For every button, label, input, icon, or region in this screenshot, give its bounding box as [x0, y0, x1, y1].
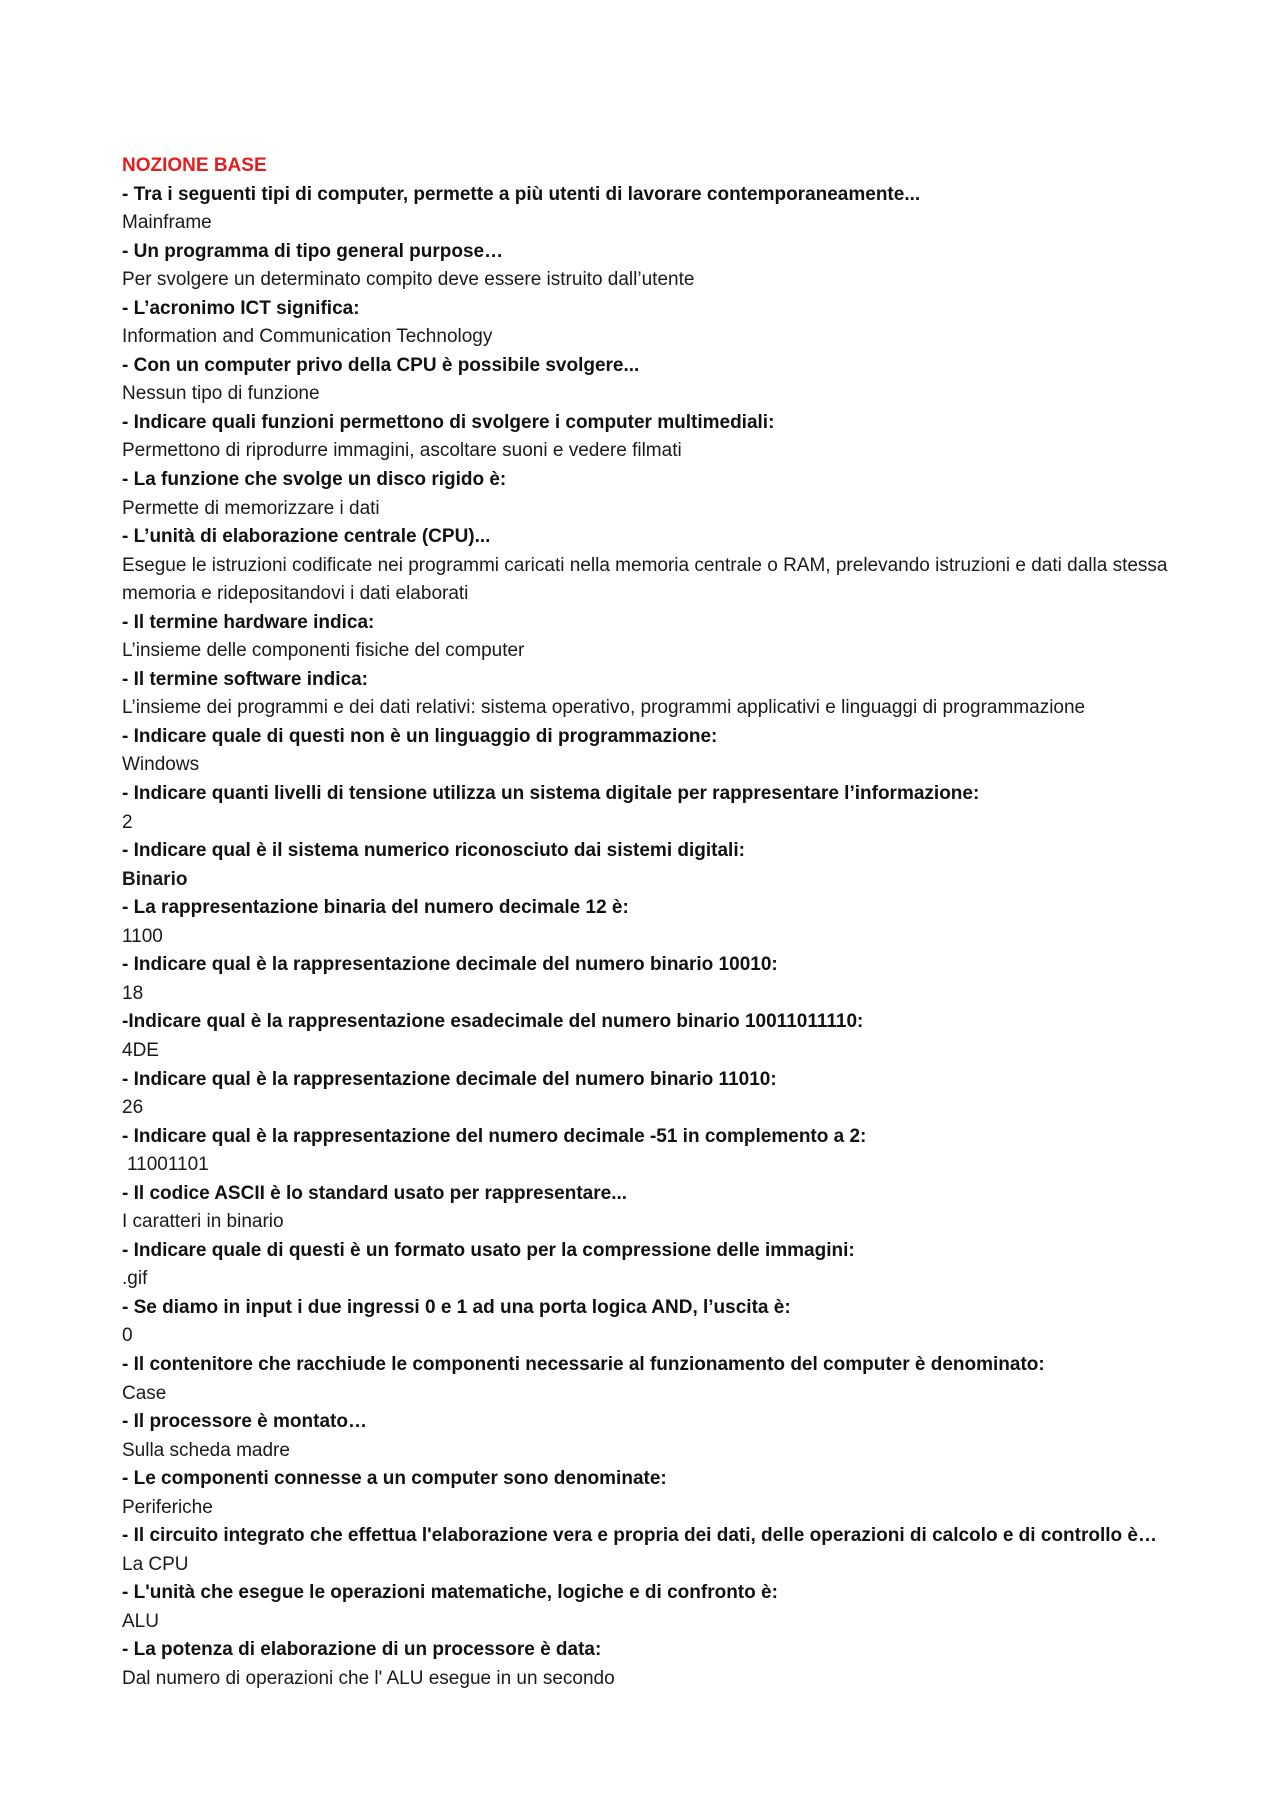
question-9: - Il termine software indica: — [122, 668, 368, 690]
question-18: - Il codice ASCII è lo standard usato per rappresentare... — [122, 1182, 628, 1204]
question-22: - Il processore è montato… — [122, 1411, 367, 1433]
question-21: - Il contenitore che racchiude le componenti necessarie al funzionamento del computer è denominato: — [122, 1353, 1045, 1375]
question-24: - Il circuito integrato che effettua l'elaborazione vera e propria dei dati, delle operazioni di calcolo e di controllo è… — [122, 1525, 1157, 1547]
answer-4: Nessun tipo di funzione — [122, 383, 320, 405]
answer-11: 2 — [122, 811, 133, 833]
answer-26: Dal numero di operazioni che l' ALU esegue in un secondo — [122, 1667, 615, 1689]
answer-19: .gif — [122, 1268, 148, 1290]
answer-23: Periferiche — [122, 1496, 213, 1518]
question-23: - Le componenti connesse a un computer sono denominate: — [122, 1468, 667, 1490]
question-16: - Indicare qual è la rappresentazione decimale del numero binario 11010: — [122, 1068, 777, 1090]
answer-25: ALU — [122, 1610, 159, 1632]
answer-17: 11001101 — [127, 1154, 209, 1176]
answer-20: 0 — [122, 1325, 133, 1347]
answer-15: 4DE — [122, 1039, 159, 1061]
answer-8: L’insieme delle componenti fisiche del computer — [122, 640, 525, 662]
question-14: - Indicare qual è la rappresentazione decimale del numero binario 10010: — [122, 954, 778, 976]
answer-24: La CPU — [122, 1553, 189, 1575]
answer-18: I caratteri in binario — [122, 1211, 284, 1233]
answer-9: L’insieme dei programmi e dei dati relativi: sistema operativo, programmi applicativi e linguaggi di programmazione — [122, 697, 1086, 719]
answer-7: Esegue le istruzioni codificate nei programmi caricati nella memoria centrale o RAM, prelevando istruzioni e dati dalla stessa memoria e ridepositandovi i dati elaborati — [122, 554, 1168, 605]
question-1: - Tra i seguenti tipi di computer, permette a più utenti di lavorare contemporaneamente... — [122, 183, 921, 205]
question-19: - Indicare quale di questi è un formato usato per la compressione delle immagini: — [122, 1239, 855, 1261]
question-8: - Il termine hardware indica: — [122, 611, 375, 633]
answer-22: Sulla scheda madre — [122, 1439, 290, 1461]
answer-16: 26 — [122, 1097, 144, 1119]
question-10: - Indicare quale di questi non è un linguaggio di programmazione: — [122, 725, 718, 747]
question-7: - L’unità di elaborazione centrale (CPU)... — [122, 526, 491, 548]
question-3: - L’acronimo ICT significa: — [122, 297, 360, 319]
question-13: - La rappresentazione binaria del numero decimale 12 è: — [122, 897, 629, 919]
answer-5: Permettono di riprodurre immagini, ascoltare suoni e vedere filmati — [122, 440, 682, 462]
question-26: - La potenza di elaborazione di un processore è data: — [122, 1639, 602, 1661]
answer-10: Windows — [122, 754, 200, 776]
question-4: - Con un computer privo della CPU è possibile svolgere... — [122, 354, 640, 376]
question-11: - Indicare quanti livelli di tensione utilizza un sistema digitale per rappresentare l’informazione: — [122, 783, 980, 805]
answer-13: 1100 — [122, 925, 163, 947]
question-17: - Indicare qual è la rappresentazione del numero decimale -51 in complemento a 2: — [122, 1125, 867, 1147]
question-2: - Un programma di tipo general purpose… — [122, 240, 504, 262]
question-6: - La funzione che svolge un disco rigido è: — [122, 469, 507, 491]
answer-21: Case — [122, 1382, 167, 1404]
answer-14: 18 — [122, 982, 144, 1004]
answer-3: Information and Communication Technology — [122, 326, 493, 348]
answer-12: Binario — [122, 868, 188, 890]
document-page — [122, 152, 1182, 1694]
question-20: - Se diamo in input i due ingressi 0 e 1 ad una porta logica AND, l’uscita è: — [122, 1296, 791, 1318]
answer-1: Mainframe — [122, 212, 212, 234]
question-25: - L'unità che esegue le operazioni matematiche, logiche e di confronto è: — [122, 1582, 778, 1604]
question-15: -Indicare qual è la rappresentazione esadecimale del numero binario 10011011110: — [122, 1011, 864, 1033]
answer-2: Per svolgere un determinato compito deve essere istruito dall’utente — [122, 269, 695, 291]
answer-6: Permette di memorizzare i dati — [122, 497, 380, 519]
question-12: - Indicare qual è il sistema numerico riconosciuto dai sistemi digitali: — [122, 840, 745, 862]
section-heading: NOZIONE BASE — [122, 155, 267, 176]
question-5: - Indicare quali funzioni permettono di svolgere i computer multimediali: — [122, 411, 775, 433]
